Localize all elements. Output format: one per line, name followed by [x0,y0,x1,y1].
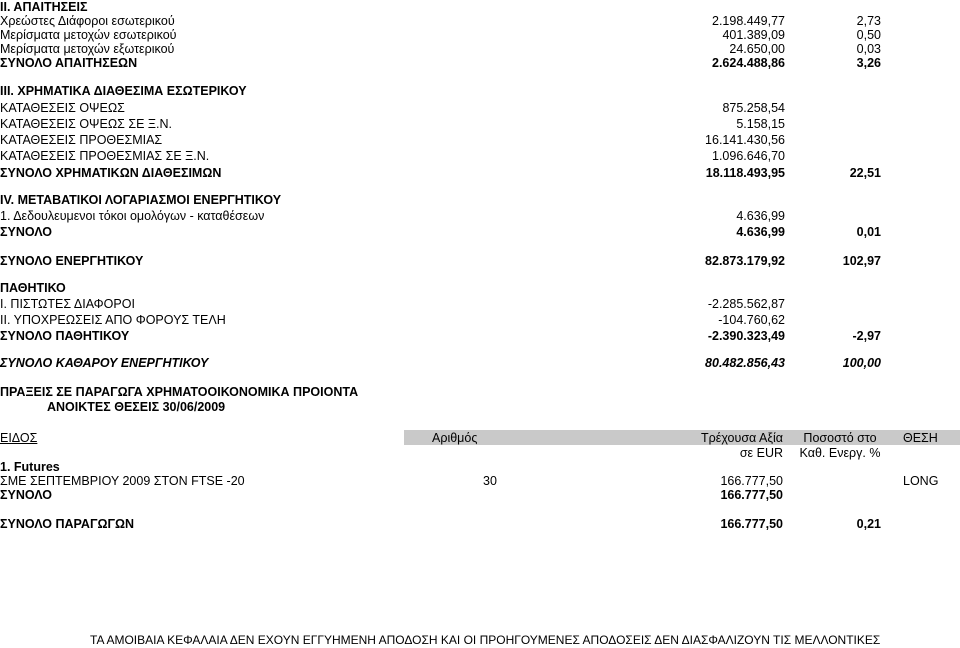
derivatives-row-value: 166.777,50 [720,474,783,488]
liabilities-total-amount: -2.390.323,49 [707,329,785,343]
derivatives-row-count: 30 [483,474,497,488]
receivables-total-label: ΣΥΝΟΛΟ ΑΠΑΙΤΗΣΕΩΝ [0,56,138,70]
derivatives-subtotal-value: 166.777,50 [720,488,783,502]
receivables-row-pct: 2,73 [856,14,881,28]
accruals-total-pct: 0,01 [856,225,881,239]
cash-total-label: ΣΥΝΟΛΟ ΧΡΗΜΑΤΙΚΩΝ ΔΙΑΘΕΣΙΜΩΝ [0,166,222,180]
section-receivables-title: ΙΙ. ΑΠΑΙΤΗΣΕΙΣ [0,0,88,14]
liabilities-total-pct: -2,97 [852,329,881,343]
derivatives-row-position: LONG [903,474,939,488]
derivatives-subtotal-label: ΣΥΝΟΛΟ [0,488,52,502]
header-pct-line2: Καθ. Ενεργ. % [799,446,881,460]
assets-total-amount: 82.873.179,92 [705,254,785,268]
header-value-line2: σε EUR [739,446,783,460]
receivables-total-pct: 3,26 [856,56,881,70]
section-accruals-title: IV. ΜΕΤΑΒΑΤΙΚΟΙ ΛΟΓΑΡΙΑΣΜΟΙ ΕΝΕΡΓΗΤΙΚΟΥ [0,193,282,207]
header-count: Αριθμός [432,431,478,445]
receivables-row-label: Μερίσματα μετοχών εσωτερικού [0,28,177,42]
derivatives-total-value: 166.777,50 [720,517,783,531]
derivatives-row-label: ΣΜΕ ΣΕΠΤΕΜΒΡΙΟΥ 2009 ΣΤΟΝ FTSE -20 [0,474,245,488]
receivables-row-amount: 401.389,09 [722,28,785,42]
header-position: ΘΕΣΗ [903,431,938,445]
net-assets-pct: 100,00 [842,356,881,370]
receivables-row-amount: 2.198.449,77 [712,14,785,28]
liabilities-title: ΠΑΘΗΤΙΚΟ [0,281,66,295]
liabilities-row-amount: -2.285.562,87 [707,297,785,311]
receivables-row-amount: 24.650,00 [729,42,785,56]
accruals-row-amount: 4.636,99 [736,209,785,223]
liabilities-row-label: Ι. ΠΙΣΤΩΤΕΣ ΔΙΑΦΟΡΟΙ [0,297,135,311]
assets-total-label: ΣΥΝΟΛΟ ΕΝΕΡΓΗΤΙΚΟΥ [0,254,144,268]
derivatives-subtitle: ΑΝΟΙΚΤΕΣ ΘΕΣΕΙΣ 30/06/2009 [47,400,226,414]
derivatives-total-label: ΣΥΝΟΛΟ ΠΑΡΑΓΩΓΩΝ [0,517,135,531]
cash-row-label: ΚΑΤΑΘΕΣΕΙΣ ΟΨΕΩΣ ΣΕ Ξ.Ν. [0,117,173,131]
cash-row-amount: 5.158,15 [736,117,785,131]
header-pct-line1: Ποσοστό στο [803,431,877,445]
assets-total-pct: 102,97 [842,254,881,268]
header-value-line1: Τρέχουσα Αξία [701,431,783,445]
accruals-row-label: 1. Δεδουλευμενοι τόκοι ομολόγων - καταθέσεων [0,209,265,223]
cash-row-label: ΚΑΤΑΘΕΣΕΙΣ ΟΨΕΩΣ [0,101,125,115]
receivables-row-pct: 0,03 [856,42,881,56]
net-assets-amount: 80.482.856,43 [705,356,785,370]
cash-total-pct: 22,51 [849,166,881,180]
liabilities-row-amount: -104.760,62 [718,313,785,327]
cash-row-amount: 875.258,54 [722,101,785,115]
footer-disclaimer: ΤΑ ΑΜΟΙΒΑΙΑ ΚΕΦΑΛΑΙΑ ΔΕΝ ΕΧΟΥΝ ΕΓΓΥΗΜΕΝΗ ΑΠΟΔΟΣΗ ΚΑΙ ΟΙ ΠΡΟΗΓΟΥΜΕΝΕΣ ΑΠΟΔΟΣΕΙΣ ΔΕΝ ΔΙΑΣΦΑΛΙΖΟΥΝ ΤΙΣ ΜΕΛΛΟΝΤΙΚΕΣ [90,633,881,647]
liabilities-total-label: ΣΥΝΟΛΟ ΠΑΘΗΤΙΚΟΥ [0,329,130,343]
accruals-total-label: ΣΥΝΟΛΟ [0,225,52,239]
liabilities-row-label: ΙΙ. ΥΠΟΧΡΕΩΣΕΙΣ ΑΠΟ ΦΟΡΟΥΣ ΤΕΛΗ [0,313,226,327]
derivatives-title: ΠΡΑΞΕΙΣ ΣΕ ΠΑΡΑΓΩΓΑ ΧΡΗΜΑΤΟΟΙΚΟΝΟΜΙΚΑ ΠΡΟΙΟΝΤΑ [0,385,359,399]
header-kind: ΕΙΔΟΣ [0,431,38,445]
cash-row-label: ΚΑΤΑΘΕΣΕΙΣ ΠΡΟΘΕΣΜΙΑΣ ΣΕ Ξ.Ν. [0,149,210,163]
receivables-total-amount: 2.624.488,86 [712,56,785,70]
section-cash-title: ΙΙΙ. ΧΡΗΜΑΤΙΚΑ ΔΙΑΘΕΣΙΜΑ ΕΣΩΤΕΡΙΚΟΥ [0,84,247,98]
cash-row-amount: 1.096.646,70 [712,149,785,163]
derivatives-total-pct: 0,21 [856,517,881,531]
derivatives-group: 1. Futures [0,460,60,474]
cash-row-amount: 16.141.430,56 [705,133,785,147]
cash-total-amount: 18.118.493,95 [705,166,785,180]
receivables-row-label: Μερίσματα μετοχών εξωτερικού [0,42,175,56]
accruals-total-amount: 4.636,99 [736,225,785,239]
receivables-row-pct: 0,50 [856,28,881,42]
receivables-row-label: Χρεώστες Διάφοροι εσωτερικού [0,14,175,28]
net-assets-label: ΣΥΝΟΛΟ ΚΑΘΑΡΟΥ ΕΝΕΡΓΗΤΙΚΟΥ [0,356,209,370]
cash-row-label: ΚΑΤΑΘΕΣΕΙΣ ΠΡΟΘΕΣΜΙΑΣ [0,133,163,147]
